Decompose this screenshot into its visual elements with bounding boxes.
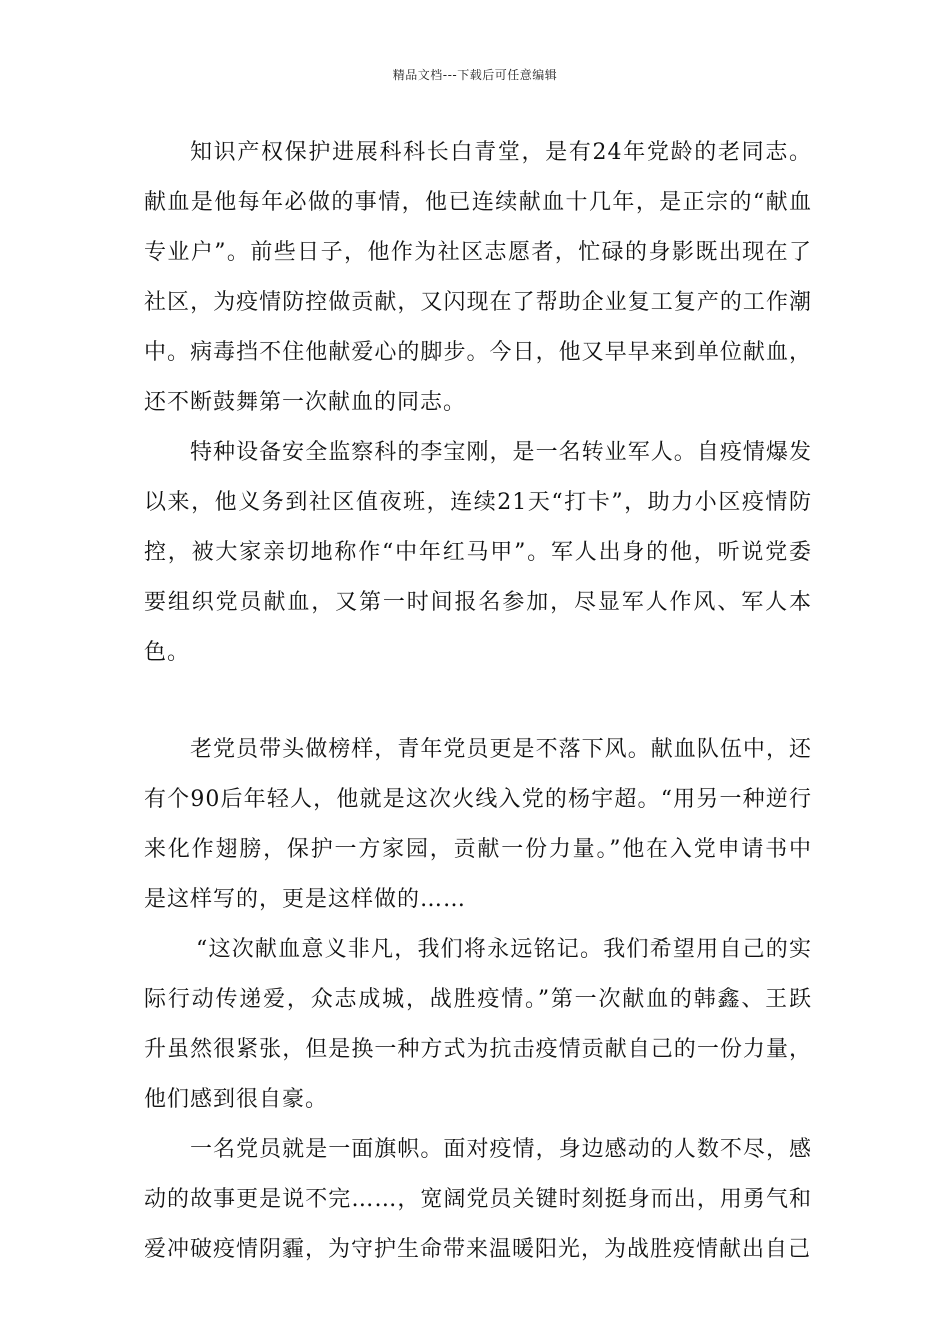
page-header: 精品文档---下载后可任意编辑 <box>392 68 558 82</box>
paragraph-party-flag: 一名党员就是一面旗帜。面对疫情，身边感动的人数不尽，感动的故事更是说不完……，宽阔党员关键时刻挺身而出，用勇气和爱冲破疫情阴霾，为守护生命带来温暖阳光，为战胜疫情献出自己 <box>144 1137 812 1262</box>
paragraph-spacer <box>144 678 812 725</box>
document-body <box>144 128 812 1275</box>
paragraph-yang-yuchao: 老党员带头做榜样，青年党员更是不落下风。献血队伍中，还有个90后年轻人，他就是这次火线入党的杨宇超。“用另一种逆行来化作翅膀，保护一方家园，贡献一份力量。”他在入党申请书中是这样写的，更是这样做的…… <box>144 737 812 912</box>
paragraph-first-donation-quote: “这次献血意义非凡，我们将永远铭记。我们希望用自己的实际行动传递爱，众志成城，战胜疫情。”第一次献血的韩鑫、王跃升虽然很紧张，但是换一种方式为抗击疫情贡献自己的一份力量，他们感到很自豪。 <box>144 937 812 1112</box>
paragraph-bai-qingtang: 知识产权保护进展科科长白青堂，是有24年党龄的老同志。献血是他每年必做的事情，他已连续献血十几年，是正宗的“献血专业户”。前些日子，他作为社区志愿者，忙碌的身影既出现在了社区，为疫情防控做贡献，又闪现在了帮助企业复工复产的工作潮中。病毒挡不住他献爱心的脚步。今日，他又早早来到单位献血，还不断鼓舞第一次献血的同志。 <box>144 140 812 415</box>
paragraph-li-baogang: 特种设备安全监察科的李宝刚，是一名转业军人。自疫情爆发以来，他义务到社区值夜班，连续21天“打卡”，助力小区疫情防控，被大家亲切地称作“中年红马甲”。军人出身的他，听说党委要组织党员献血，又第一时间报名参加，尽显军人作风、军人本色。 <box>144 440 812 665</box>
